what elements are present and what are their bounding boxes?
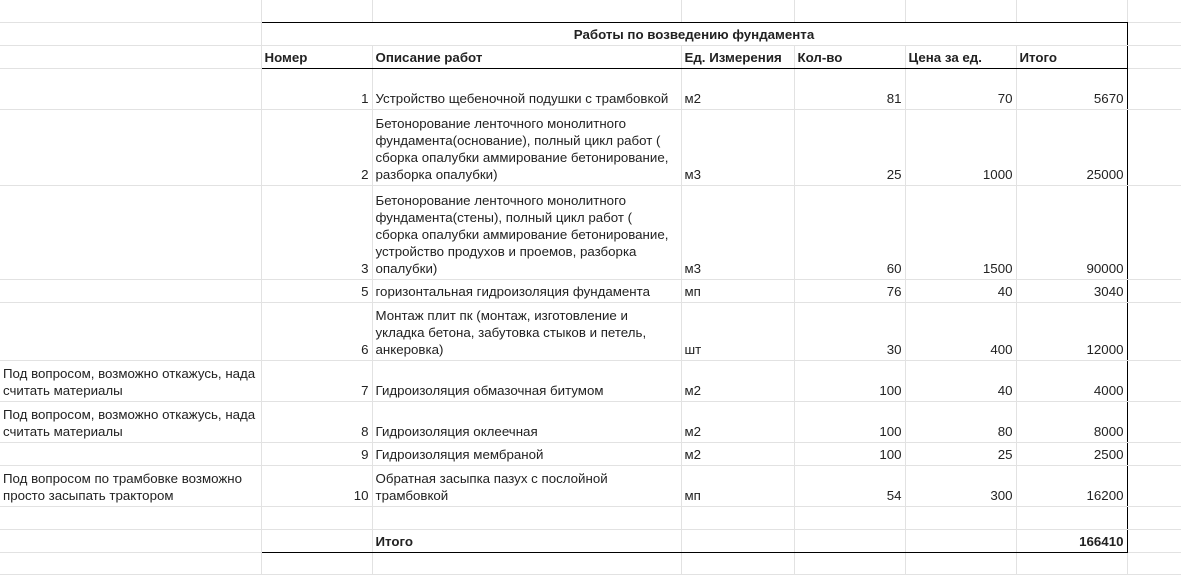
qty-cell[interactable]: 54: [794, 465, 905, 506]
cell[interactable]: [905, 552, 1016, 574]
total-cell[interactable]: 16200: [1016, 465, 1127, 506]
cell[interactable]: [0, 22, 261, 45]
cell[interactable]: [1127, 360, 1181, 401]
total-cell[interactable]: 3040: [1016, 279, 1127, 302]
total-cell[interactable]: 2500: [1016, 442, 1127, 465]
total-cell[interactable]: 5670: [1016, 68, 1127, 109]
cell[interactable]: [1127, 465, 1181, 506]
table-row: [0, 401, 1181, 442]
note-cell[interactable]: [0, 109, 261, 185]
unit-cell[interactable]: м2: [681, 360, 794, 401]
cell[interactable]: [1127, 279, 1181, 302]
desc-cell[interactable]: горизонтальная гидроизоляция фундамента: [372, 279, 681, 302]
qty-cell[interactable]: 25: [794, 109, 905, 185]
unit-cell[interactable]: м2: [681, 401, 794, 442]
price-cell[interactable]: 1500: [905, 185, 1016, 279]
desc-cell[interactable]: Гидроизоляция оклеечная: [372, 401, 681, 442]
desc-cell[interactable]: Гидроизоляция обмазочная битумом: [372, 360, 681, 401]
note-cell[interactable]: Под вопросом, возможно откажусь, нада считать материалы: [0, 360, 261, 401]
price-cell[interactable]: 70: [905, 68, 1016, 109]
note-cell[interactable]: [0, 68, 261, 109]
cell[interactable]: [372, 506, 681, 529]
cell[interactable]: [261, 529, 372, 552]
total-cell[interactable]: 12000: [1016, 302, 1127, 360]
cell[interactable]: [905, 0, 1016, 22]
table-row: [0, 279, 1181, 302]
cell[interactable]: [0, 529, 261, 552]
total-cell[interactable]: 25000: [1016, 109, 1127, 185]
price-cell[interactable]: 40: [905, 360, 1016, 401]
note-cell[interactable]: Под вопросом, возможно откажусь, нада считать материалы: [0, 401, 261, 442]
table-row: [0, 442, 1181, 465]
cell[interactable]: [261, 552, 372, 574]
header-row: [0, 45, 1181, 68]
table-row: [0, 109, 1181, 185]
table-title[interactable]: Работы по возведению фундамента: [261, 22, 1127, 45]
qty-cell[interactable]: 76: [794, 279, 905, 302]
cell[interactable]: [1127, 442, 1181, 465]
num-cell[interactable]: 2: [261, 109, 372, 185]
cell[interactable]: [794, 552, 905, 574]
cell[interactable]: [1016, 552, 1127, 574]
cell[interactable]: [1127, 0, 1181, 22]
num-cell[interactable]: 9: [261, 442, 372, 465]
cell[interactable]: [794, 0, 905, 22]
desc-cell[interactable]: Гидроизоляция мембраной: [372, 442, 681, 465]
note-cell[interactable]: Под вопросом по трамбовке возможно просто засыпать трактором: [0, 465, 261, 506]
qty-cell[interactable]: 100: [794, 442, 905, 465]
grand-total-value[interactable]: 166410: [1016, 529, 1127, 552]
table-row: [0, 185, 1181, 279]
cell[interactable]: [0, 45, 261, 68]
header-desc[interactable]: Описание работ: [372, 45, 681, 68]
price-cell[interactable]: 25: [905, 442, 1016, 465]
note-cell[interactable]: [0, 279, 261, 302]
num-cell[interactable]: 10: [261, 465, 372, 506]
cell[interactable]: [1127, 529, 1181, 552]
cell[interactable]: [0, 506, 261, 529]
cell[interactable]: [681, 0, 794, 22]
table-row: [0, 360, 1181, 401]
cell[interactable]: [681, 529, 794, 552]
unit-cell[interactable]: м3: [681, 109, 794, 185]
cell[interactable]: [0, 552, 261, 574]
price-cell[interactable]: 40: [905, 279, 1016, 302]
total-cell[interactable]: 4000: [1016, 360, 1127, 401]
table-row: [0, 68, 1181, 109]
qty-cell[interactable]: 100: [794, 360, 905, 401]
cell[interactable]: [794, 529, 905, 552]
total-row: [0, 529, 1181, 552]
header-unit[interactable]: Ед. Измерения: [681, 45, 794, 68]
cell[interactable]: [261, 506, 372, 529]
unit-cell[interactable]: мп: [681, 465, 794, 506]
desc-cell[interactable]: Бетонорование ленточного монолитного фундамента(основание), полный цикл работ ( сборка опалубки аммирование бетонирование, разборка опалубки): [372, 109, 681, 185]
price-cell[interactable]: 1000: [905, 109, 1016, 185]
note-cell[interactable]: [0, 185, 261, 279]
note-cell[interactable]: [0, 442, 261, 465]
qty-cell[interactable]: 60: [794, 185, 905, 279]
cell[interactable]: [1127, 302, 1181, 360]
empty-row: [0, 552, 1181, 574]
unit-cell[interactable]: мп: [681, 279, 794, 302]
cell[interactable]: [1127, 22, 1181, 45]
cell[interactable]: [1016, 0, 1127, 22]
total-cell[interactable]: 90000: [1016, 185, 1127, 279]
qty-cell[interactable]: 30: [794, 302, 905, 360]
cell[interactable]: [905, 506, 1016, 529]
desc-cell[interactable]: Устройство щебеночной подушки с трамбовкой: [372, 68, 681, 109]
cell[interactable]: [794, 506, 905, 529]
title-row: [0, 22, 1181, 45]
cell[interactable]: [0, 0, 261, 22]
num-cell[interactable]: 6: [261, 302, 372, 360]
qty-cell[interactable]: 81: [794, 68, 905, 109]
num-cell[interactable]: 5: [261, 279, 372, 302]
cell[interactable]: [372, 552, 681, 574]
num-cell[interactable]: 3: [261, 185, 372, 279]
num-cell[interactable]: 7: [261, 360, 372, 401]
qty-cell[interactable]: 100: [794, 401, 905, 442]
num-cell[interactable]: 1: [261, 68, 372, 109]
header-total[interactable]: Итого: [1016, 45, 1127, 68]
header-qty[interactable]: Кол-во: [794, 45, 905, 68]
total-cell[interactable]: 8000: [1016, 401, 1127, 442]
note-cell[interactable]: [0, 302, 261, 360]
price-cell[interactable]: 300: [905, 465, 1016, 506]
table-row: [0, 465, 1181, 506]
cell[interactable]: [1127, 506, 1181, 529]
table-row: [0, 302, 1181, 360]
cell[interactable]: [905, 529, 1016, 552]
cell[interactable]: [1127, 109, 1181, 185]
desc-cell[interactable]: Бетонорование ленточного монолитного фундамента(стены), полный цикл работ ( сборка опалубки аммирование бетонирование, устройство продухов и проемов, разборка опалубки): [372, 185, 681, 279]
unit-cell[interactable]: шт: [681, 302, 794, 360]
num-cell[interactable]: 8: [261, 401, 372, 442]
blank-row: [0, 506, 1181, 529]
header-price[interactable]: Цена за ед.: [905, 45, 1016, 68]
cell[interactable]: [1016, 506, 1127, 529]
unit-cell[interactable]: м2: [681, 442, 794, 465]
cell[interactable]: [261, 0, 372, 22]
cell[interactable]: [1127, 45, 1181, 68]
cell[interactable]: [681, 552, 794, 574]
price-cell[interactable]: 400: [905, 302, 1016, 360]
cell[interactable]: [1127, 552, 1181, 574]
grand-total-label[interactable]: Итого: [372, 529, 681, 552]
cell[interactable]: [372, 0, 681, 22]
desc-cell[interactable]: Обратная засыпка пазух с послойной трамбовкой: [372, 465, 681, 506]
cell[interactable]: [681, 506, 794, 529]
empty-row: [0, 0, 1181, 22]
cell[interactable]: [1127, 68, 1181, 109]
cell[interactable]: [1127, 401, 1181, 442]
unit-cell[interactable]: м3: [681, 185, 794, 279]
cell[interactable]: [1127, 185, 1181, 279]
price-cell[interactable]: 80: [905, 401, 1016, 442]
desc-cell[interactable]: Монтаж плит пк (монтаж, изготовление и укладка бетона, забутовка стыков и петель, анкеровка): [372, 302, 681, 360]
unit-cell[interactable]: м2: [681, 68, 794, 109]
header-num[interactable]: Номер: [261, 45, 372, 68]
